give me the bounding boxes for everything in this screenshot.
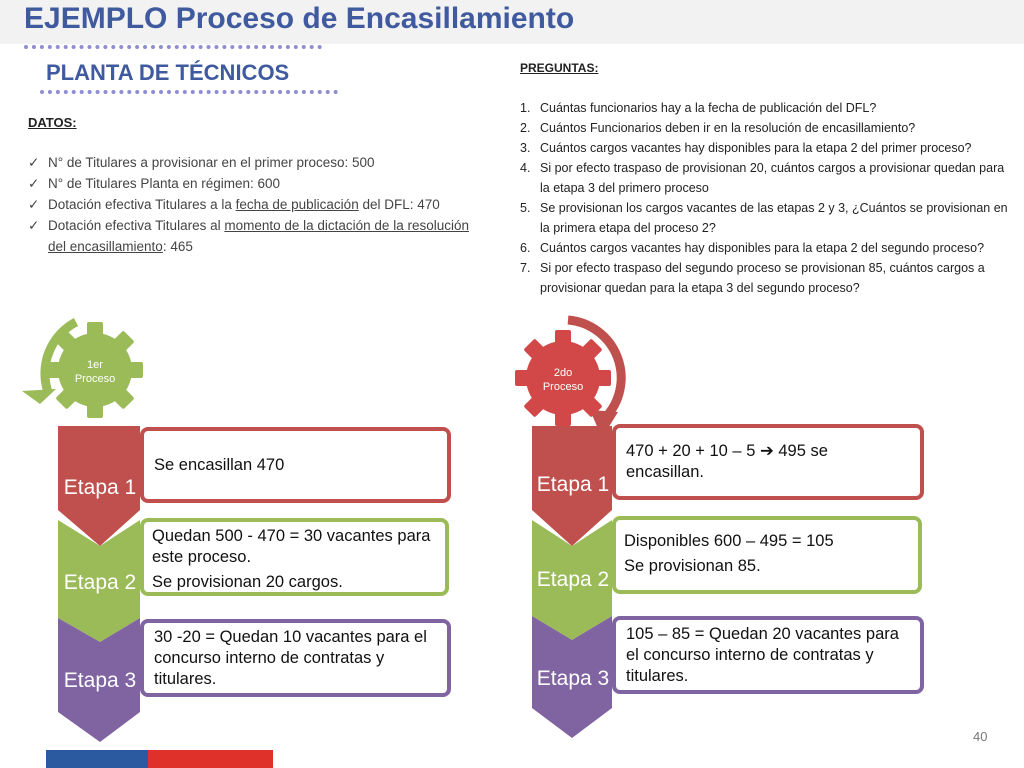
pregunta-item: 1. Cuántas funcionarios hay a la fecha de publicación del DFL? <box>520 101 877 115</box>
section-subtitle: PLANTA DE TÉCNICOS <box>46 60 290 85</box>
etapa-3-box: 30 -20 = Quedan 10 vacantes para el concurso interno de contratas y titulares. <box>140 619 451 697</box>
pregunta-item: 6. Cuántos cargos vacantes hay disponibles para la etapa 2 del segundo proceso? <box>520 241 985 255</box>
pregunta-item: 3. Cuántos cargos vacantes hay disponibles para la etapa 2 del primer proceso? <box>520 141 972 155</box>
page-title: EJEMPLO Proceso de Encasillamiento <box>24 2 575 35</box>
pregunta-item: 4. Si por efecto traspaso de provisionan 20, cuántos cargos a provisionar quedan para la etapa 3 del primero proceso <box>520 161 1005 195</box>
subtitle-underline <box>40 90 338 94</box>
page-number: 40 <box>973 729 988 744</box>
svg-text:Etapa 2: Etapa 2 <box>536 568 610 591</box>
preguntas-list <box>520 98 1010 298</box>
preguntas-heading: PREGUNTAS: <box>520 61 599 75</box>
pregunta-item: 5. Se provisionan los cargos vacantes de las etapas 2 y 3, ¿Cuántos se provisionan en la primera etapa del proceso 2? <box>520 201 1008 235</box>
gear-icon <box>47 322 143 418</box>
gear-label-line2: Proceso <box>542 381 584 393</box>
datos-item: ✓ N° de Titulares a provisionar en el primer proceso: 500 <box>28 152 478 173</box>
datos-list <box>28 152 478 257</box>
pregunta-item: 7. Si por efecto traspaso del segundo proceso se provisionan 85, cuántos cargos a provisionar quedan para la etapa 3 del segundo proceso? <box>520 261 985 295</box>
etapa-2-box: Disponibles 600 – 495 = 105 Se provisionan 85. <box>612 516 922 594</box>
etapa-1-box: Se encasillan 470 <box>140 427 451 503</box>
svg-text:Etapa 3: Etapa 3 <box>63 669 137 692</box>
gear-label-line2: Proceso <box>74 373 116 385</box>
svg-text:Etapa 1: Etapa 1 <box>63 476 137 499</box>
svg-text:Etapa 2: Etapa 2 <box>63 571 137 594</box>
gear-label-line1: 1er <box>87 359 103 371</box>
datos-heading: DATOS: <box>28 115 77 130</box>
etapa-1-box: 470 + 20 + 10 – 5 ➔ 495 se encasillan. <box>612 424 924 500</box>
etapa-3-box: 105 – 85 = Quedan 20 vacantes para el concurso interno de contratas y titulares. <box>612 616 924 694</box>
datos-item: ✓ Dotación efectiva Titulares al momento de la dictación de la resolución del encasillamiento: 465 <box>28 215 478 257</box>
pregunta-item: 2. Cuántos Funcionarios deben ir en la resolución de encasillamiento? <box>520 121 916 135</box>
svg-text:Etapa 3: Etapa 3 <box>536 667 610 690</box>
footer-blue-bar <box>46 750 148 768</box>
footer-red-bar <box>148 750 273 768</box>
check-icon: ✓ <box>28 155 40 170</box>
datos-item: ✓ N° de Titulares Planta en régimen: 600 <box>28 173 478 194</box>
datos-item: ✓ Dotación efectiva Titulares a la fecha de publicación del DFL: 470 <box>28 194 478 215</box>
gear-icon <box>515 330 611 426</box>
check-icon: ✓ <box>28 176 40 191</box>
svg-text:Etapa 1: Etapa 1 <box>536 473 610 496</box>
check-icon: ✓ <box>28 218 40 233</box>
etapa-2-box: Quedan 500 - 470 = 30 vacantes para este proceso. Se provisionan 20 cargos. <box>140 518 449 596</box>
title-underline <box>24 45 322 49</box>
check-icon: ✓ <box>28 197 40 212</box>
gear-label-line1: 2do <box>553 367 573 379</box>
